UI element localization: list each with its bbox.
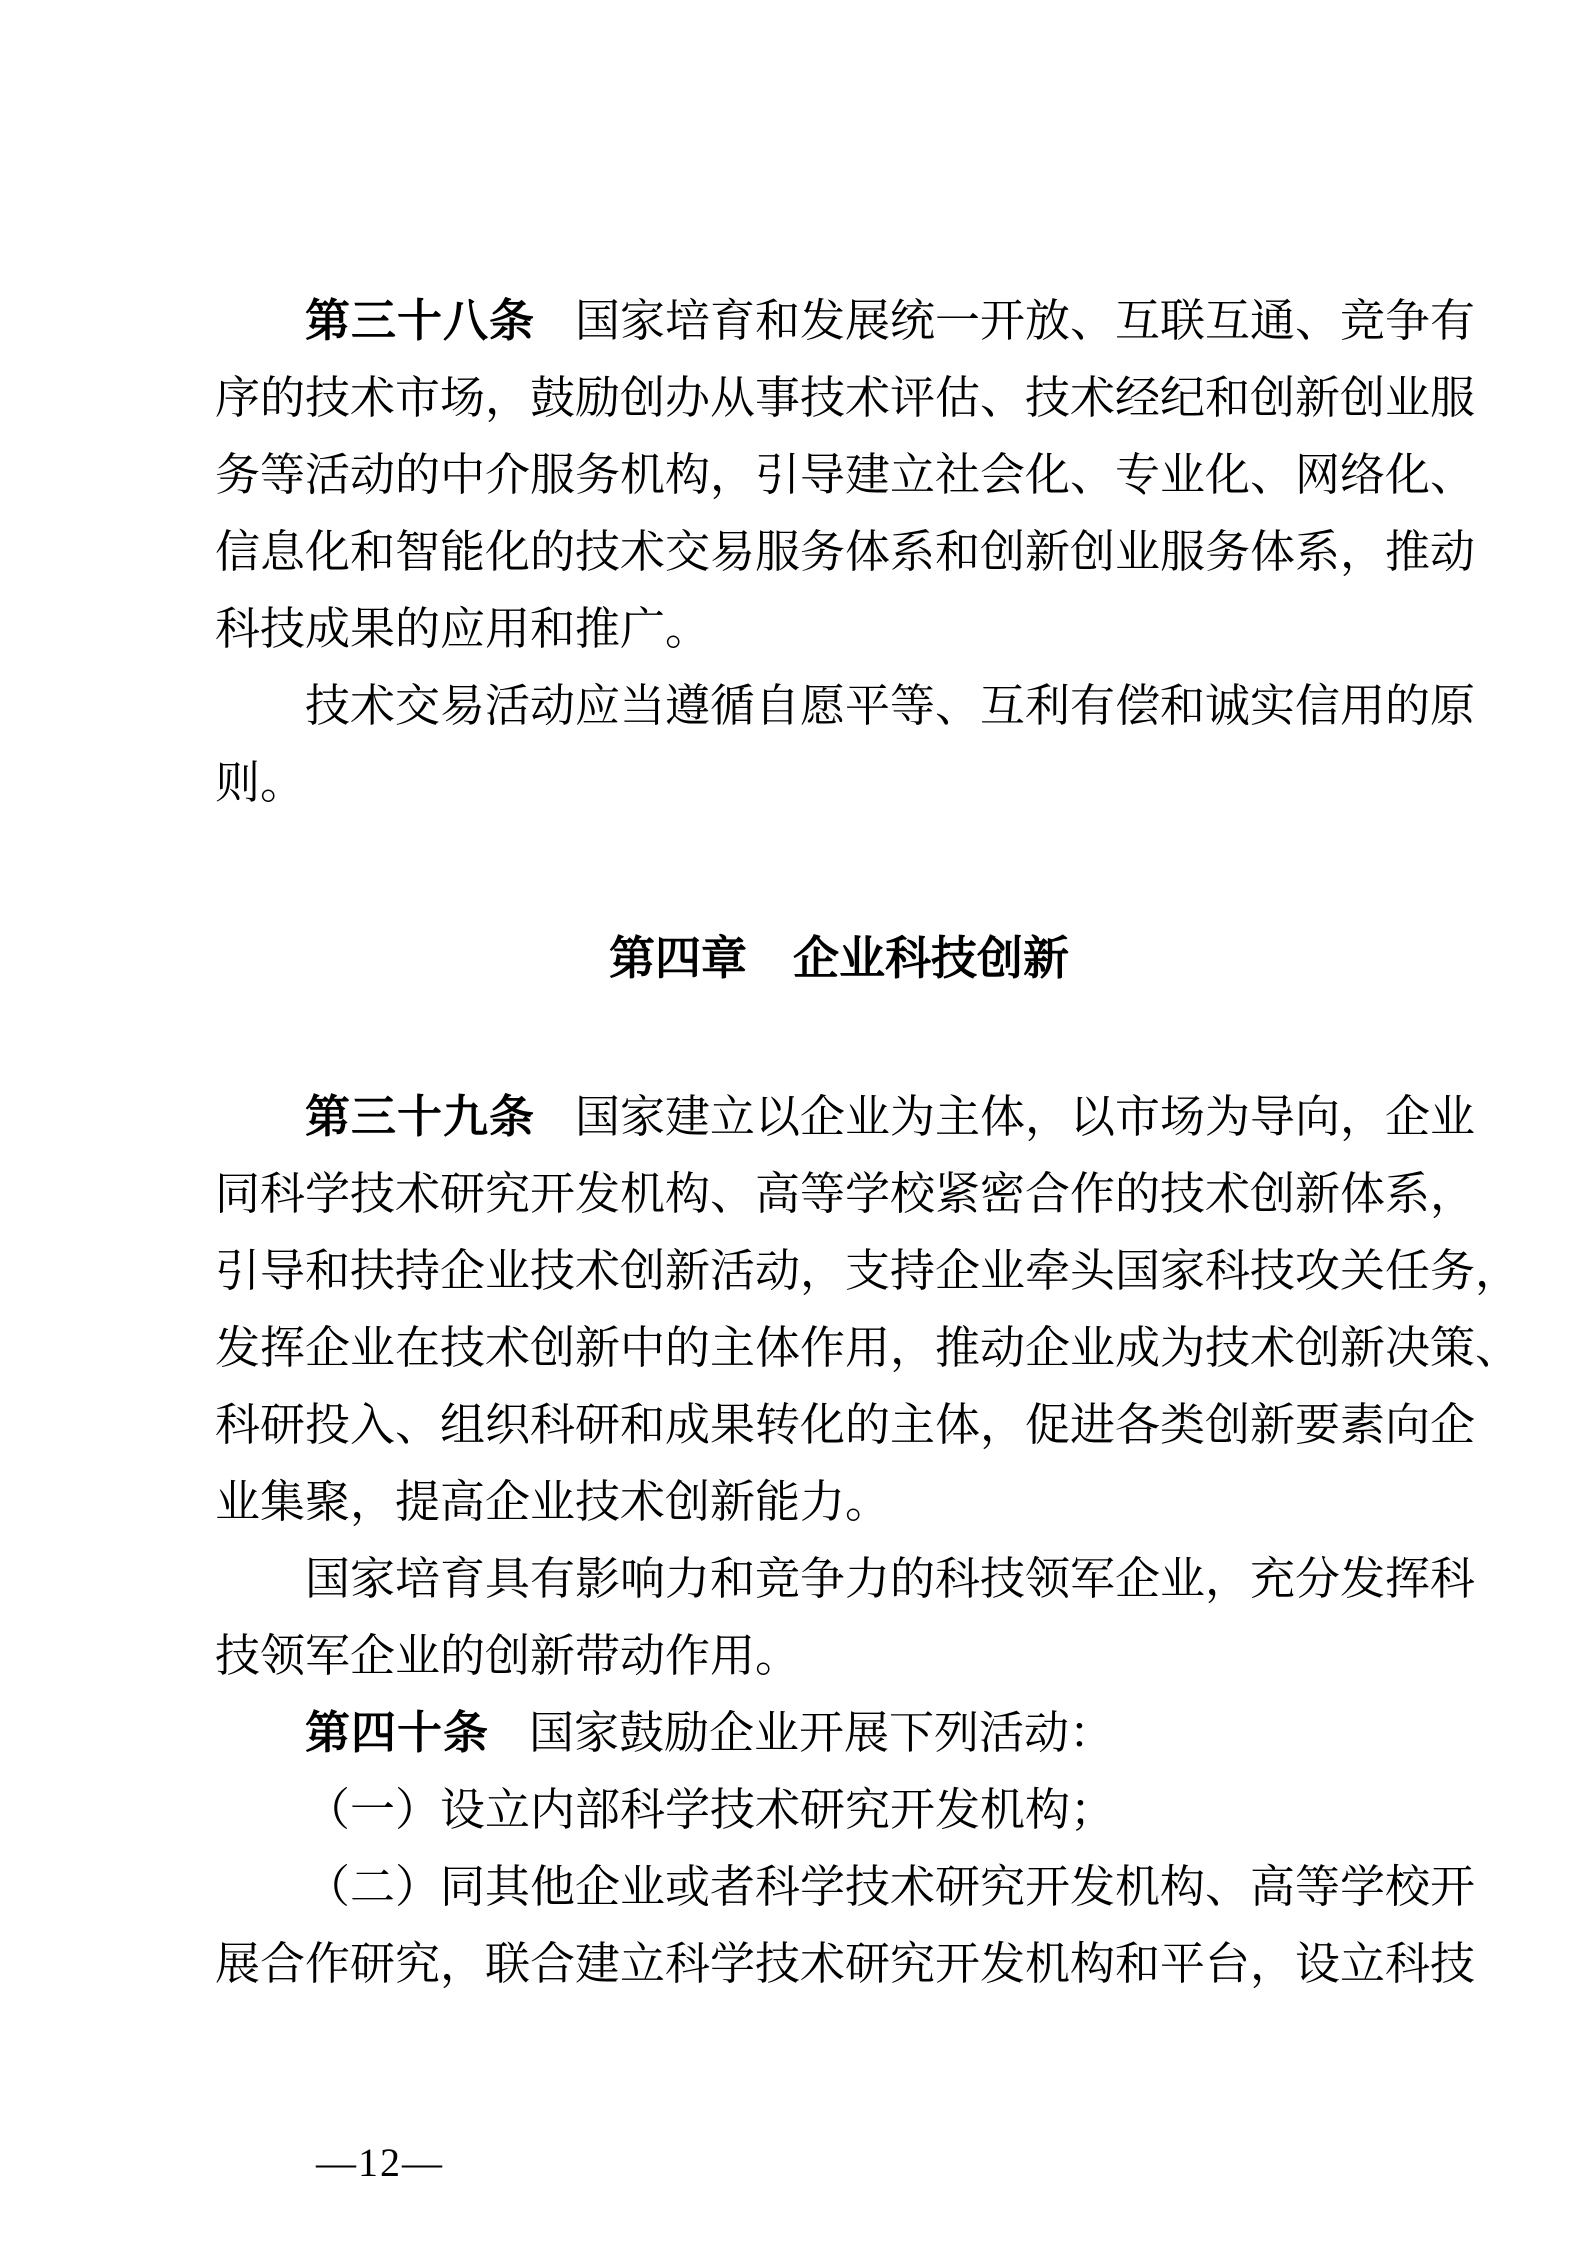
text-line: 序的技术市场，鼓励创办从事技术评估、技术经纪和创新创业服: [215, 373, 1476, 423]
text-line: [215, 1079, 1476, 1156]
document-text: [215, 283, 1521, 2003]
article-38-text-start: 国家培育和发展统一开放、互联互通、竞争有: [575, 296, 1476, 346]
text-line: 同科学技术研究开发机构、高等学校紧密合作的技术创新体系，: [215, 1169, 1476, 1219]
article-40-item-1: [215, 1772, 1463, 1849]
text-line: 信息化和智能化的技术交易服务体系和创新创业服务体系，推动: [215, 527, 1476, 577]
text-line: 业集聚，提高企业技术创新能力。: [215, 1477, 891, 1527]
chapter-number: 第四章: [609, 933, 747, 984]
text-line: 则。: [215, 758, 306, 808]
text-line: 科研投入、组织科研和成果转化的主体，促进各类创新要素向企: [215, 1400, 1476, 1450]
article-39-paragraph-2: [215, 1541, 1476, 1695]
chapter-heading: [215, 920, 1463, 997]
article-39-number: 第三十九条: [305, 1092, 536, 1142]
text-line: [215, 1695, 1463, 1772]
article-40-item-2: [215, 1849, 1476, 2003]
text-line: 技术交易活动应当遵循自愿平等、互利有偿和诚实信用的原: [305, 681, 1476, 731]
article-40-text-start: 国家鼓励企业开展下列活动：: [529, 1708, 1115, 1758]
article-38-paragraph-2: [215, 668, 1476, 822]
page-number: —12—: [316, 2140, 444, 2185]
text-line: （一）设立内部科学技术研究开发机构；: [305, 1785, 1116, 1835]
text-line: 发挥企业在技术创新中的主体作用，推动企业成为技术创新决策、: [215, 1323, 1521, 1373]
article-40-number: 第四十条: [305, 1708, 490, 1758]
text-line: （二）同其他企业或者科学技术研究开发机构、高等学校开: [305, 1862, 1476, 1912]
article-39-paragraph-1: [215, 1079, 1521, 1541]
article-38-number: 第三十八条: [305, 296, 536, 346]
text-line: 国家培育具有影响力和竞争力的科技领军企业，充分发挥科: [305, 1554, 1476, 1604]
chapter-title: 企业科技创新: [793, 933, 1069, 984]
article-38-paragraph-1: [215, 283, 1476, 668]
text-line: 引导和扶持企业技术创新活动，支持企业牵头国家科技攻关任务，: [215, 1246, 1521, 1296]
article-39-text-start: 国家建立以企业为主体，以市场为导向，企业: [575, 1092, 1476, 1142]
text-line: 科技成果的应用和推广。: [215, 604, 711, 654]
text-line: 技领军企业的创新带动作用。: [215, 1631, 801, 1681]
text-line: 展合作研究，联合建立科学技术研究开发机构和平台，设立科技: [215, 1939, 1476, 1989]
text-line: 务等活动的中介服务机构，引导建立社会化、专业化、网络化、: [215, 450, 1476, 500]
article-40-paragraph: [215, 1695, 1463, 1772]
text-line: [215, 283, 1476, 360]
